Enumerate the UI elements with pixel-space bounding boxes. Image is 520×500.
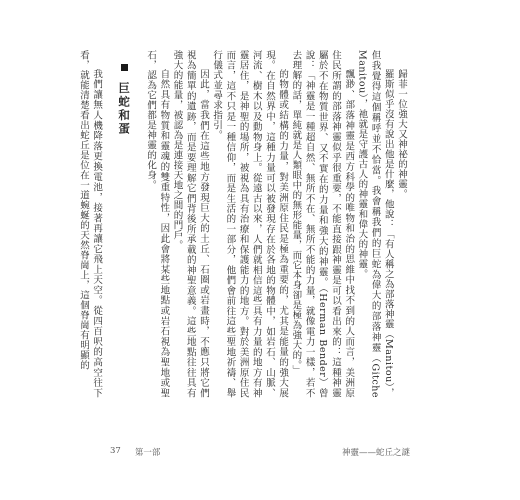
book-page bbox=[77, 10, 420, 470]
page-number: 37 bbox=[110, 446, 121, 456]
paragraph: 歸菲一位強大又神祕的神靈。 bbox=[396, 69, 407, 199]
footer-right bbox=[342, 446, 410, 458]
paragraph: 自然具有物質和靈魂的雙重特性，因此會將某些地點或岩石視為聖地或聖石，認為它們都是神靈的化身。 bbox=[145, 50, 170, 398]
section-heading-title: 巨蛇和蛋 bbox=[117, 82, 132, 137]
paragraph: 因此，當我們在這些地方發現巨大的土丘、石圈或岩畫時，不應只將它們視為簡單的遺跡，而是要理解它們背後所承載的神聖意義。這些地點往往具有強大的能量，被認為是連接天地之間的門戶。 bbox=[171, 50, 209, 398]
paragraph: 飄渺、部落神靈是西方科學的唯物和治的思維中找不到的人而言，美洲原住民所謂的部落神靈似乎很重要，不能直接跟神靈是可以看出來的：這種神靈屬於不在物質世界、又不實在的力量和強大的神靈。（Herman Bender）曾說：「神靈是一種超自然、無所不在、無所不能的力量，就像電力一樣，若不去理解的話，單純就是人類眼中的無形能量，而它本身卻是極為強大的。」 bbox=[290, 50, 355, 398]
footer-left bbox=[110, 446, 160, 458]
paragraph: 羅斯似乎沒有說出他是什麼，他說：「有人稱之為部落神靈（Manitou），但我覺得這個稱呼並不恰當。我會稱我們的巨蛇為偉大的部落神靈（Gitche Manitou），祂就是守護古人的神靈和偉大的神靈。 bbox=[356, 50, 394, 398]
chapter-label: 第一部 bbox=[134, 448, 161, 458]
paragraph: 的物體或結構的力量，對美洲原住民是極為重要的，尤其是能量的強大展現。在自然界中，這種力量可以被發現存在於各地的物體中，如岩石、山脈、河流、樹木以及動物身上。從遠古以來，人們就相信這些具有力量的地方有神靈居住，是神聖的場所，被視為具有治療和保護能力的地方。對於美洲原住民而言，這不只是一種信仰，而是生活的一部分，他們會前往這些聖地祈禱、舉行儀式並尋求指引。 bbox=[211, 50, 289, 398]
page-footer bbox=[110, 446, 410, 458]
section-heading bbox=[117, 50, 130, 398]
square-bullet-icon bbox=[121, 64, 128, 71]
paragraph: 我們讓無人機降落更換電池，接著再讓它飛上天空。從四百呎的高空往下看，就能清楚看出蛇丘是位在一道蜿蜒的天然脊崗上，這個脊崗有明顯的 bbox=[77, 50, 103, 398]
vertical-body-text bbox=[77, 50, 408, 398]
running-title: 神靈——蛇丘之謎 bbox=[341, 448, 410, 458]
